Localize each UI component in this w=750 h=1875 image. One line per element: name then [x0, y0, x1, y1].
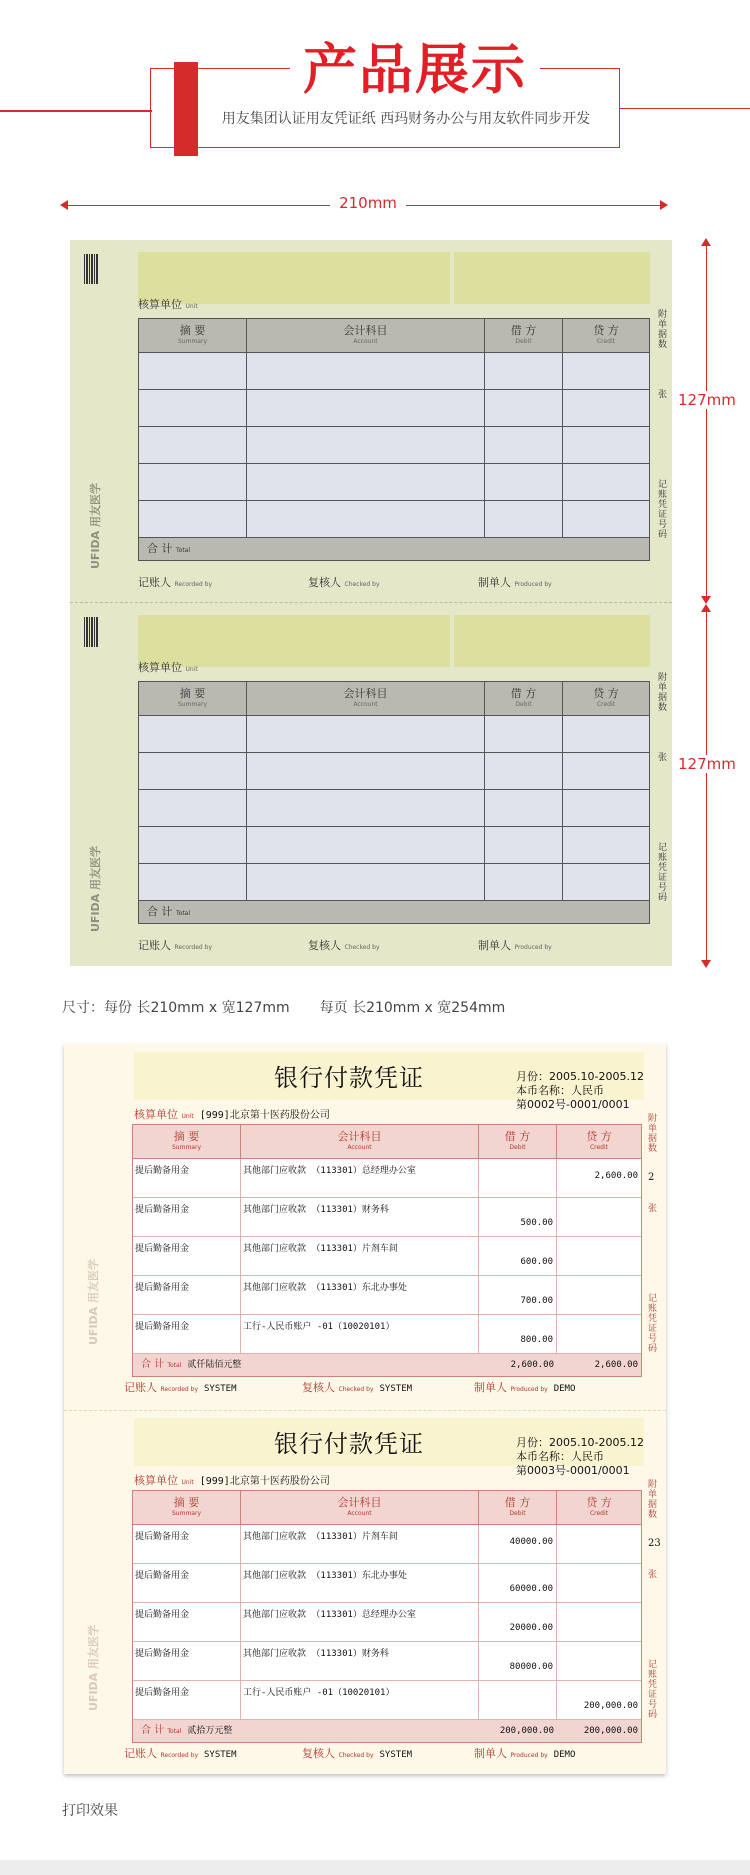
voucher-number: 第0003号-0001/0001 [516, 1464, 630, 1477]
voucher-currency: 本币名称：人民币 [516, 1084, 604, 1097]
column-header-credit: 贷 方 Credit [593, 324, 619, 345]
column-header-account: 会计科目 Account [241, 1125, 479, 1158]
barcode-icon [84, 617, 98, 647]
column-header-account: 会计科目 Account [247, 682, 485, 715]
footer-checked-by: 复核人 Checked by [308, 576, 380, 589]
voucher-period: 月份：2005.10-2005.12 [516, 1436, 644, 1449]
voucher-period: 月份：2005.10-2005.12 [516, 1070, 644, 1083]
column-header-debit: 借 方 Debit [479, 1491, 557, 1524]
unit-label: 核算单位 Unit [999]北京第十医药股份公司 [134, 1108, 330, 1121]
footer-produced-by: 制单人 Produced by DEMO [474, 1747, 576, 1760]
voucher-number: 第0002号-0001/0001 [516, 1098, 630, 1111]
table-row [139, 353, 649, 390]
notes-label: 张 [648, 1204, 658, 1214]
blank-voucher-top [70, 240, 672, 603]
brand-mark: UFIDA 用友医学 [87, 1624, 101, 1712]
table-row [139, 427, 649, 464]
height-dimension-line-top [706, 244, 707, 602]
width-dimension-label: 210mm [330, 194, 406, 212]
voucher-title: 银行付款凭证 [274, 1064, 424, 1092]
column-header-summary: 摘 要 Summary [139, 682, 247, 715]
total-debit: 200,000.00 [499, 1726, 554, 1736]
table-row: 提后勤备用金 工行-人民币账户 -01（10020101） 200,000.00 [133, 1681, 641, 1720]
height-dimension-label-top: 127mm [678, 391, 736, 409]
table-row: 提后勤备用金 其他部门应收款 （113301）总经理办公室 2,600.00 [133, 1159, 641, 1198]
table-row [139, 716, 649, 753]
voucher-title-band [138, 252, 650, 304]
column-header-summary: 摘 要 Summary [133, 1491, 241, 1524]
printed-voucher-1 [64, 1044, 666, 1409]
column-header-summary: 摘 要 Summary [139, 319, 247, 352]
unit-label: 核算单位 Unit [999]北京第十医药股份公司 [134, 1474, 330, 1487]
table-row: 提后勤备用金 其他部门应收款 （113301）东北办事处 60000.00 [133, 1564, 641, 1603]
table-row: 提后勤备用金 其他部门应收款 （113301）财务科 500.00 [133, 1198, 641, 1237]
table-header [133, 1125, 641, 1159]
table-row: 提后勤备用金 其他部门应收款 （113301）东北办事处 700.00 [133, 1276, 641, 1315]
total-row: 合 计 Total [139, 538, 649, 560]
voucher-table [132, 1124, 642, 1377]
perforation-line [64, 1410, 666, 1411]
barcode-icon [84, 254, 98, 284]
voucher-currency: 本币名称：人民币 [516, 1450, 604, 1463]
arrow-down-icon [701, 596, 711, 604]
arrow-up-icon [701, 238, 711, 246]
blank-voucher-sheet [70, 240, 672, 966]
voucher-title: 银行付款凭证 [274, 1430, 424, 1458]
table-header [139, 319, 649, 353]
footer-produced-by: 制单人 Produced by [478, 939, 552, 952]
column-header-account: 会计科目 Account [247, 319, 485, 352]
footer-recorded-by: 记账人 Recorded by SYSTEM [124, 1381, 237, 1394]
attachments-count: 2 [648, 1172, 655, 1183]
table-row [139, 501, 649, 538]
print-effect-caption: 打印效果 [62, 1803, 118, 1819]
table-row: 提后勤备用金 其他部门应收款 （113301）财务科 80000.00 [133, 1642, 641, 1681]
attachments-label: 附单据数 [658, 673, 668, 713]
footer-checked-by: 复核人 Checked by SYSTEM [302, 1381, 413, 1394]
voucher-meta [516, 1070, 644, 1112]
total-credit: 200,000.00 [583, 1726, 638, 1736]
height-dimension-label-bottom: 127mm [678, 755, 736, 773]
voucher-number-label: 记账凭证号码 [658, 480, 668, 540]
voucher-table [132, 1490, 642, 1743]
table-row [139, 464, 649, 501]
column-header-summary: 摘 要 Summary [133, 1125, 241, 1158]
voucher-number-label: 记账凭证号码 [648, 1660, 658, 1720]
table-row: 提后勤备用金 其他部门应收款 （113301）总经理办公室 20000.00 [133, 1603, 641, 1642]
attachments-label: 附单据数 [658, 310, 668, 350]
notes-label: 张 [658, 753, 668, 763]
voucher-table [138, 318, 650, 561]
voucher-number-label: 记账凭证号码 [658, 843, 668, 903]
printed-voucher-sheet [64, 1044, 666, 1774]
arrow-right-icon [660, 200, 668, 210]
unit-value: [999]北京第十医药股份公司 [199, 1110, 330, 1121]
total-credit: 2,600.00 [594, 1360, 638, 1370]
footer-checked-by: 复核人 Checked by [308, 939, 380, 952]
attachments-label: 附单据数 [648, 1114, 658, 1154]
total-row: 合 计 Total 贰拾万元整 200,000.00 200,000.00 [133, 1720, 641, 1742]
table-row [139, 753, 649, 790]
column-header-credit: 贷 方 Credit [586, 1130, 612, 1151]
notes-label: 张 [648, 1570, 658, 1580]
voucher-number-label: 记账凭证号码 [648, 1294, 658, 1354]
table-header [133, 1491, 641, 1525]
table-row [139, 827, 649, 864]
table-row: 提后勤备用金 其他部门应收款 （113301）片剂车间 600.00 [133, 1237, 641, 1276]
attachments-label: 附单据数 [648, 1480, 658, 1520]
brand-mark: UFIDA 用友医学 [89, 845, 103, 933]
column-header-debit: 借 方 Debit [485, 682, 563, 715]
notes-label: 张 [658, 390, 668, 400]
header-accent-bar [174, 62, 198, 156]
voucher-meta [516, 1436, 644, 1478]
footer-recorded-by: 记账人 Recorded by SYSTEM [124, 1747, 237, 1760]
attachments-count: 23 [648, 1538, 661, 1549]
footer-produced-by: 制单人 Produced by [478, 576, 552, 589]
footer-recorded-by: 记账人 Recorded by [138, 939, 212, 952]
total-in-words: 贰拾万元整 [187, 1726, 233, 1736]
footer-checked-by: 复核人 Checked by SYSTEM [302, 1747, 413, 1760]
column-header-account: 会计科目 Account [241, 1491, 479, 1524]
table-row [139, 390, 649, 427]
blank-voucher-bottom [70, 603, 672, 966]
unit-label: 核算单位 Unit [138, 661, 198, 674]
table-row: 提后勤备用金 其他部门应收款 （113301）片剂车间 40000.00 [133, 1525, 641, 1564]
column-header-debit: 借 方 Debit [485, 319, 563, 352]
header-line-left [0, 110, 152, 112]
column-header-debit: 借 方 Debit [479, 1125, 557, 1158]
height-dimension-line-bottom [706, 610, 707, 966]
footer-produced-by: 制单人 Produced by DEMO [474, 1381, 576, 1394]
total-row: 合 计 Total 贰仟陆佰元整 2,600.00 2,600.00 [133, 1354, 641, 1376]
page-subtitle: 用友集团认证用友凭证纸 西玛财务办公与用友软件同步开发 [221, 111, 591, 127]
unit-value: [999]北京第十医药股份公司 [199, 1476, 330, 1487]
unit-label: 核算单位 Unit [138, 298, 198, 311]
column-header-credit: 贷 方 Credit [593, 687, 619, 708]
brand-mark: UFIDA 用友医学 [89, 482, 103, 570]
table-row [139, 790, 649, 827]
table-row: 提后勤备用金 工行-人民币账户 -01（10020101） 800.00 [133, 1315, 641, 1354]
voucher-table [138, 681, 650, 924]
voucher-title-band [138, 615, 650, 667]
arrow-left-icon [60, 200, 68, 210]
total-in-words: 贰仟陆佰元整 [187, 1360, 242, 1370]
column-header-credit: 贷 方 Credit [586, 1496, 612, 1517]
total-row: 合 计 Total [139, 901, 649, 923]
page-title: 产品展示 [290, 38, 540, 102]
bottom-bar [0, 1860, 750, 1875]
perforation-line [70, 602, 672, 603]
printed-voucher-2 [64, 1410, 666, 1775]
table-row [139, 864, 649, 901]
arrow-down-icon [701, 960, 711, 968]
header-line-right [620, 108, 750, 109]
total-debit: 2,600.00 [510, 1360, 554, 1370]
size-caption: 尺寸：每份 长210mm x 宽127mm 每页 长210mm x 宽254mm [62, 1000, 506, 1016]
brand-mark: UFIDA 用友医学 [87, 1258, 101, 1346]
footer-recorded-by: 记账人 Recorded by [138, 576, 212, 589]
table-header [139, 682, 649, 716]
